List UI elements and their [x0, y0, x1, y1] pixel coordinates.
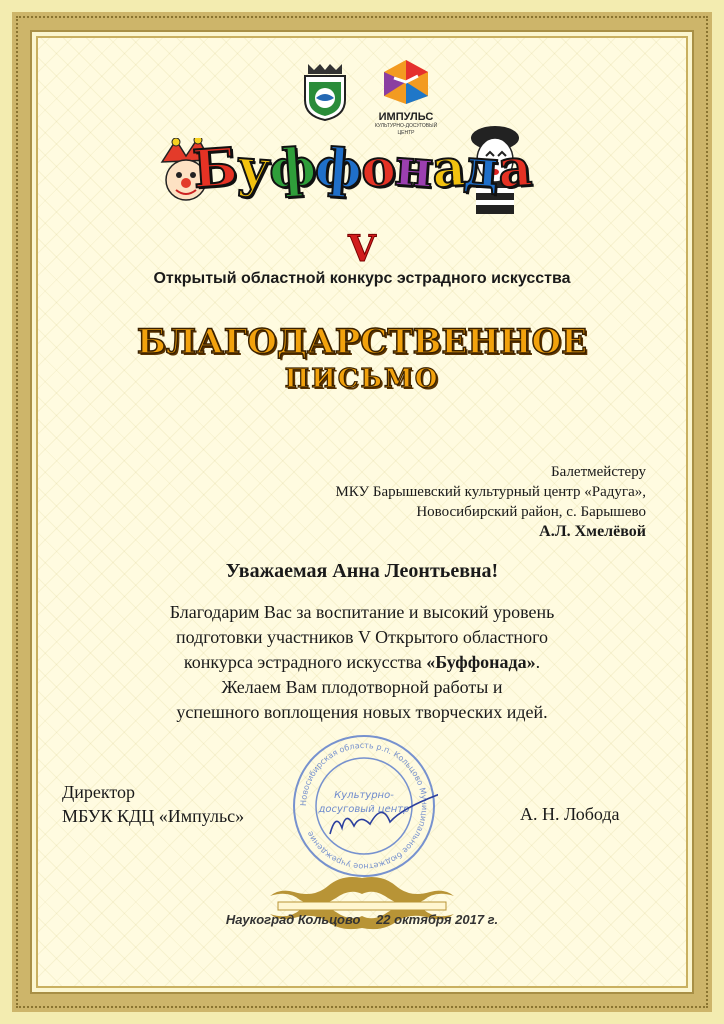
greeting: Уважаемая Анна Леонтьевна!	[225, 560, 499, 582]
recipient-organization: МКУ Барышевский культурный центр «Радуга»,	[335, 484, 646, 500]
body-line-4: Желаем Вам плодотворной работы и	[221, 677, 503, 697]
festival-title-letter: ф	[266, 136, 318, 201]
impulse-logo-name: ИМПУЛЬС	[378, 111, 434, 123]
letter-body	[0, 600, 724, 725]
festival-title-letter: у	[234, 136, 272, 201]
recipient-block	[335, 462, 646, 542]
contest-line: Открытый областной конкурс эстрадного искусства	[153, 270, 571, 287]
impulse-logo-caption: КУЛЬТУРНО-ДОСУГОВЫЙ ЦЕНТР	[374, 123, 438, 136]
festival-title-text	[191, 136, 533, 201]
letter-title: БЛАГОДАРСТВЕННОЕ	[136, 322, 588, 362]
festival-title-letter: а	[495, 136, 533, 201]
festival-title-letter: о	[358, 136, 397, 201]
festival-title-letter: Б	[191, 136, 239, 201]
body-festival-name: «Буффонада»	[426, 652, 536, 672]
coat-of-arms-logo	[300, 60, 350, 122]
festival-title-letter: д	[462, 136, 501, 201]
festival-edition: V	[348, 228, 376, 270]
decorative-ornament	[258, 870, 466, 940]
signatory-block	[62, 780, 244, 828]
stamp-center-line-2: досуговый центр	[318, 804, 410, 815]
footer-date: 22 октября 2017 г.	[376, 912, 499, 927]
body-line-3	[0, 650, 724, 675]
festival-title-letter: ф	[312, 136, 363, 201]
recipient-location: Новосибирский район, с. Барышево	[416, 504, 646, 520]
body-line-3-start: конкурса эстрадного искусства	[183, 652, 427, 672]
signatory-name: А. Н. Лобода	[520, 804, 620, 824]
footer-line	[0, 912, 724, 927]
footer-place: Наукоград Кольцово	[225, 912, 361, 927]
festival-title-letter: н	[392, 136, 434, 201]
signatory-organization: МБУК КДЦ «Импульс»	[62, 806, 245, 826]
body-line-2: подготовки участников V Открытого областного	[175, 627, 548, 647]
body-line-5: успешного воплощения новых творческих идей.	[176, 702, 548, 722]
recipient-name: А.Л. Хмелёвой	[539, 523, 646, 540]
festival-title	[0, 138, 724, 199]
letter-subtitle: ПИСЬМО	[284, 364, 440, 394]
stamp-ring-text: Новосибирская область р.п. Кольцово Муниципальное бюджетное учреждение	[298, 740, 430, 872]
impulse-logo	[366, 58, 446, 136]
body-line-1: Благодарим Вас за воспитание и высокий уровень	[169, 602, 555, 622]
recipient-role: Балетмейстеру	[551, 464, 646, 480]
stamp-center-line-1: Культурно-	[334, 790, 394, 801]
signatory-position: Директор	[62, 782, 136, 802]
body-line-3-end: .	[535, 652, 541, 672]
impulse-logo-mark	[366, 58, 446, 106]
festival-title-letter: а	[429, 136, 467, 201]
official-stamp	[290, 732, 438, 880]
